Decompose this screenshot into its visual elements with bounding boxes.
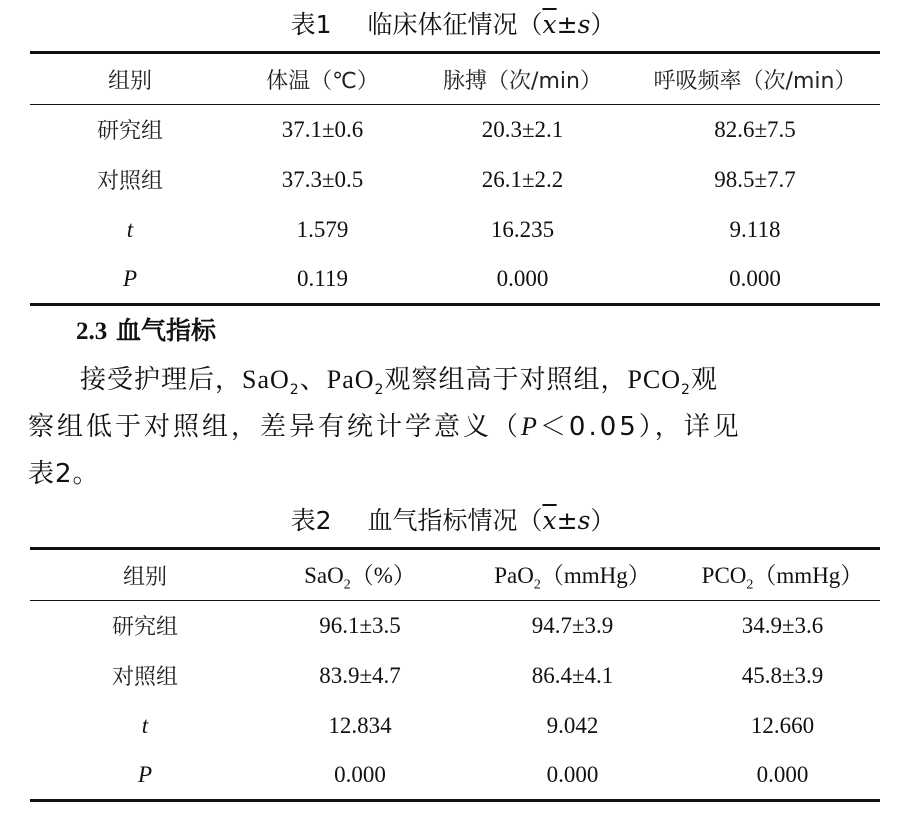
paragraph-line-2 <box>28 404 884 450</box>
sd-symbol: s <box>577 10 591 39</box>
table1-label: 表1 <box>290 10 332 39</box>
header-temperature: 体温（℃） <box>266 68 379 94</box>
table-cell: 16.235 <box>490 216 555 242</box>
header-unit: （mmHg） <box>753 562 864 588</box>
table-cell: 20.3±2.1 <box>481 116 564 142</box>
header-pco2 <box>685 549 880 601</box>
table-row <box>30 701 880 751</box>
row-label: 对照组 <box>111 665 178 690</box>
subscript: 2 <box>289 382 300 399</box>
table-cell: 45.8±3.9 <box>741 662 824 688</box>
header-group: 组别 <box>107 68 152 94</box>
table-cell: 0.000 <box>496 265 549 291</box>
pao2-term: PaO <box>326 365 375 394</box>
table1 <box>30 51 880 306</box>
table-row <box>30 651 880 701</box>
table-cell: 86.4±4.1 <box>531 662 614 688</box>
header-term: SaO <box>304 562 344 588</box>
para-text: 观 <box>690 365 718 395</box>
table-cell: 37.3±0.5 <box>281 166 364 192</box>
para-text: ＜0.05），详见 <box>539 412 742 442</box>
table-cell: 83.9±4.7 <box>319 662 401 688</box>
table-row <box>30 155 880 205</box>
paragraph-line-3 <box>28 451 884 497</box>
header-pulse: 脉搏（次/min） <box>443 68 602 94</box>
table2-title: 血气指标情况（ <box>367 506 543 535</box>
table-cell: 0.000 <box>546 761 599 787</box>
table-row <box>30 105 880 155</box>
table-cell: 1.579 <box>296 216 349 242</box>
table-cell: 0.000 <box>729 265 781 291</box>
pm-symbol: ± <box>556 10 578 39</box>
table-cell: 0.119 <box>297 265 348 291</box>
caption-close: ） <box>590 506 616 535</box>
table-row <box>30 255 880 305</box>
para-text: 察组低于对照组，差异有统计学意义（ <box>28 412 522 442</box>
para-text: 接受护理后， <box>80 365 243 395</box>
table-cell: 94.7±3.9 <box>531 612 614 638</box>
table-cell: 12.660 <box>750 712 815 738</box>
sd-symbol: s <box>577 506 591 535</box>
table-cell: 98.5±7.7 <box>714 166 796 192</box>
row-label: t <box>126 216 134 242</box>
pco2-term: PCO <box>627 365 682 394</box>
table-cell: 0.000 <box>334 761 386 787</box>
row-label: 研究组 <box>111 615 178 641</box>
sao2-term: SaO <box>242 365 290 394</box>
header-unit: （%） <box>350 562 416 588</box>
caption-close: ） <box>590 10 616 39</box>
table-row <box>30 205 880 255</box>
table-cell: 34.9±3.6 <box>741 612 824 638</box>
row-label: 对照组 <box>96 169 163 194</box>
para-text: 、 <box>299 365 327 395</box>
row-label: P <box>122 265 138 291</box>
section-number: 2.3 <box>76 318 108 345</box>
table2 <box>30 547 880 802</box>
row-label: P <box>137 761 153 787</box>
header-sao2 <box>260 549 460 601</box>
mean-symbol: $\overline{x}$ <box>542 10 557 39</box>
table-cell: 26.1±2.2 <box>481 166 564 192</box>
mean-symbol: $\overline{x}$ <box>542 506 557 535</box>
subscript: 2 <box>343 577 351 593</box>
row-label: t <box>141 712 149 738</box>
header-pao2 <box>460 549 685 601</box>
section-title: 血气指标 <box>115 316 216 345</box>
subscript: 2 <box>533 577 541 593</box>
table-row <box>30 751 880 801</box>
subscript: 2 <box>374 382 385 399</box>
table1-header-row <box>30 53 880 105</box>
p-symbol: P <box>521 412 540 441</box>
table-cell: 9.042 <box>546 712 599 738</box>
table-cell: 37.1±0.6 <box>281 116 364 142</box>
table1-title: 临床体征情况（ <box>367 10 543 39</box>
table1-caption <box>0 10 906 40</box>
table-cell: 96.1±3.5 <box>319 612 401 638</box>
header-unit: （mmHg） <box>540 562 651 588</box>
table-cell: 12.834 <box>328 712 392 738</box>
para-text: 观察组高于对照组， <box>384 365 628 395</box>
header-group: 组别 <box>122 564 167 590</box>
para-text: 表2。 <box>28 459 100 489</box>
row-label: 研究组 <box>96 119 163 145</box>
table2-caption <box>0 506 906 536</box>
table-cell: 9.118 <box>729 216 781 242</box>
table-cell: 82.6±7.5 <box>714 116 796 142</box>
subscript: 2 <box>681 382 691 399</box>
header-term: PCO <box>701 562 747 588</box>
header-respiration: 呼吸频率（次/min） <box>653 68 857 94</box>
header-term: PaO <box>494 562 534 588</box>
table2-label: 表2 <box>290 506 332 535</box>
subscript: 2 <box>746 577 754 593</box>
table-row <box>30 601 880 651</box>
table-cell: 0.000 <box>756 761 809 787</box>
table2-header-row <box>30 549 880 601</box>
pm-symbol: ± <box>556 506 578 535</box>
section-heading <box>76 314 216 349</box>
